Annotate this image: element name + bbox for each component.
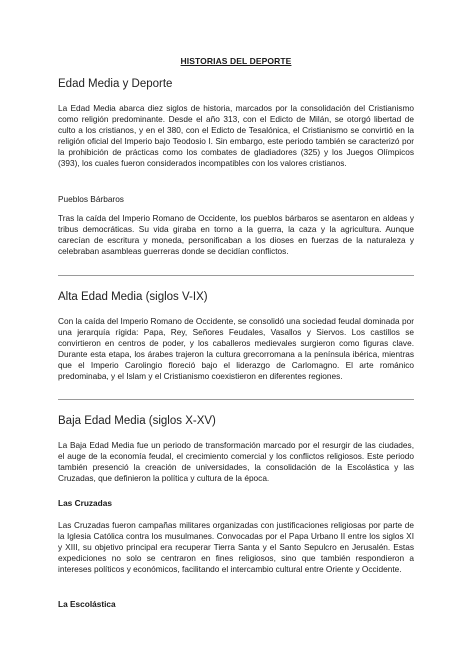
subheading-pueblos-barbaros: Pueblos Bárbaros [58,194,124,204]
heading-alta-edad-media: Alta Edad Media (siglos V-IX) [58,291,208,303]
paragraph-pueblos-barbaros: Tras la caída del Imperio Romano de Occidente, los pueblos bárbaros se asentaron en aldeas y tribus democráticas. Su vida giraba en torno a la guerra, la caza y la agricultura. Aunque carecían de escritura y moneda, personificaban a los dioses en fuerzas de la naturaleza y celebraban asambleas guerreras donde se decidían conflictos. [58,213,414,256]
paragraph-alta-edad-media: Con la caída del Imperio Romano de Occidente, se consolidó una sociedad feudal dominada por una jerarquía rígida: Papa, Rey, Señores Feudales, Vasallos y Siervos. Los castillos se convirtieron en centros de poder, y los caballeros medievales surgieron como figuras clave. Durante esta etapa, los árabes trajeron la cultura grecorromana a la península ibérica, mientras que el Imperio Carolingio floreció bajo el liderazgo de Carlomagno. El arte románico predominaba, y el Islam y el Cristianismo coexistieron en diferentes regiones. [58,316,414,381]
document-title: HISTORIAS DEL DEPORTE [180,56,292,66]
paragraph-baja-edad-media: La Baja Edad Media fue un periodo de transformación marcado por el resurgir de las ciudades, el auge de la economía feudal, el crecimiento comercial y los conflictos religiosos. Este periodo también presenció la creación de universidades, la consolidación de la Escolástica y las Cruzadas, que definieron la política y cultura de la época. [58,440,414,483]
paragraph-las-cruzadas: Las Cruzadas fueron campañas militares organizadas con justificaciones religiosas por parte de la Iglesia Católica contra los musulmanes. Convocadas por el Papa Urbano II entre los siglos XI y XIII, su objetivo principal era recuperar Tierra Santa y el Santo Sepulcro en Jerusalén. Estas expediciones no solo se centraron en fines religiosos, sino que también respondieron a intereses políticos y económicos, facilitando el intercambio cultural entre Oriente y Occidente. [58,520,414,574]
subheading-las-cruzadas: Las Cruzadas [58,498,112,508]
section-divider [58,275,414,276]
heading-edad-media: Edad Media y Deporte [58,78,173,90]
subheading-la-escolastica: La Escolástica [58,599,116,609]
paragraph-edad-media: La Edad Media abarca diez siglos de historia, marcados por la consolidación del Cristianismo como religión predominante. Desde el año 313, con el Edicto de Milán, se otorgó libertad de culto a los cristianos, y en el 380, con el Edicto de Tesalónica, el Cristianismo se convirtió en la religión oficial del Imperio bajo Teodosio I. Sin embargo, este periodo también se caracterizó por la prohibición de prácticas como los combates de gladiadores (325) y los Juegos Olímpicos (393), los cuales fueron considerados incompatibles con los valores cristianos. [58,103,414,168]
section-divider [58,399,414,400]
heading-baja-edad-media: Baja Edad Media (siglos X-XV) [58,415,216,427]
